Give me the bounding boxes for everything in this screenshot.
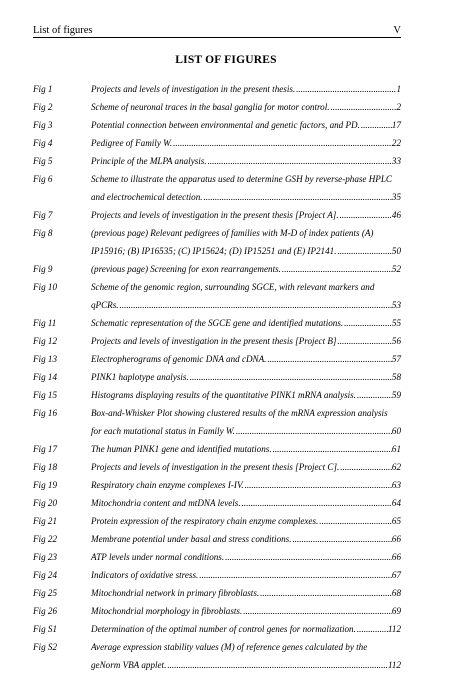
- dot-leader: [356, 620, 388, 638]
- figure-entry-body: [91, 116, 401, 134]
- figure-page-number[interactable]: 52: [391, 264, 401, 274]
- dot-leader: [259, 584, 392, 602]
- figure-entry[interactable]: [33, 368, 401, 386]
- figure-entry[interactable]: [33, 278, 401, 314]
- dot-leader: [203, 188, 392, 206]
- figure-caption-line: [91, 656, 401, 674]
- figure-caption-text: Potential connection between environmental and genetic factors, and PD.: [91, 120, 360, 130]
- dot-leader: [119, 296, 392, 314]
- figure-entry[interactable]: [33, 566, 401, 584]
- figure-caption-text: Scheme to illustrate the apparatus used to determine GSH by reverse-phase HPLC: [91, 174, 392, 184]
- figure-number: Fig 2: [33, 102, 53, 112]
- figure-number: Fig 26: [33, 606, 57, 616]
- figure-caption-text: Mitochondria content and mtDNA levels.: [91, 498, 241, 508]
- figure-page-number[interactable]: 112: [388, 660, 401, 670]
- dot-leader: [241, 494, 392, 512]
- dot-leader: [281, 260, 392, 278]
- figure-page-number[interactable]: 64: [391, 498, 401, 508]
- figure-caption-line: [91, 512, 401, 530]
- figure-page-number[interactable]: 53: [391, 300, 401, 310]
- figure-page-number[interactable]: 17: [391, 120, 401, 130]
- figure-page-number[interactable]: 63: [391, 480, 401, 490]
- figure-number: Fig 15: [33, 390, 57, 400]
- dot-leader: [272, 440, 392, 458]
- figure-entry-body: [91, 368, 401, 386]
- figure-caption-text: qPCRs.: [91, 300, 119, 310]
- figure-number: Fig S1: [33, 624, 57, 634]
- figure-caption-text: PINK1 haplotype analysis.: [91, 372, 189, 382]
- figure-number: Fig 14: [33, 372, 57, 382]
- figure-caption-text: Box-and-Whisker Plot showing clustered results of the mRNA expression analysis: [91, 408, 388, 418]
- figure-entry-body: [91, 134, 401, 152]
- figure-entry-body: [91, 476, 401, 494]
- figure-page-number[interactable]: 22: [391, 138, 401, 148]
- dot-leader: [244, 476, 392, 494]
- dot-leader: [242, 602, 392, 620]
- figure-entry[interactable]: [33, 314, 401, 332]
- figure-page-number[interactable]: 2: [396, 102, 401, 112]
- figure-caption-text: Average expression stability values (M) of reference genes calculated by the: [91, 642, 368, 652]
- figure-page-number[interactable]: 62: [391, 462, 401, 472]
- figure-caption-text: for each mutational status in Family W.: [91, 426, 235, 436]
- dot-leader: [360, 116, 392, 134]
- figure-caption-line: [91, 422, 401, 440]
- figure-entry-body: [91, 512, 401, 530]
- figure-entry-body: [91, 584, 401, 602]
- dot-leader: [235, 422, 392, 440]
- figure-entry-body: [91, 206, 401, 224]
- figure-caption-text: Scheme of neuronal traces in the basal ganglia for motor control.: [91, 102, 330, 112]
- figure-caption-line: [91, 278, 401, 296]
- figure-number: Fig 19: [33, 480, 57, 490]
- figure-entry-body: [91, 386, 401, 404]
- figure-page-number[interactable]: 56: [391, 336, 401, 346]
- figure-page-number[interactable]: 60: [391, 426, 401, 436]
- figure-caption-line: [91, 152, 401, 170]
- figure-entry[interactable]: [33, 134, 401, 152]
- figure-entry[interactable]: [33, 332, 401, 350]
- figure-entry-body: [91, 530, 401, 548]
- figure-number: Fig 21: [33, 516, 57, 526]
- figure-caption-line: [91, 224, 401, 242]
- figure-caption-text: and electrochemical detection.: [91, 192, 203, 202]
- figure-entry[interactable]: [33, 386, 401, 404]
- figure-caption-text: IP15916; (B) IP16535; (C) IP15624; (D) IP15251 and (E) IP2141.: [91, 246, 337, 256]
- figure-caption-line: [91, 566, 401, 584]
- figure-entry-body: [91, 494, 401, 512]
- figure-caption-line: [91, 296, 401, 314]
- figure-caption-line: [91, 638, 401, 656]
- figure-entry-body: [91, 224, 401, 260]
- figure-number: Fig 20: [33, 498, 57, 508]
- figure-page-number[interactable]: 68: [391, 588, 401, 598]
- figure-page-number[interactable]: 55: [391, 318, 401, 328]
- figure-entry-body: [91, 350, 401, 368]
- dot-leader: [337, 332, 392, 350]
- figure-list: [33, 80, 401, 674]
- figure-caption-text: Projects and levels of investigation in the present thesis.: [91, 84, 296, 94]
- figure-caption-line: [91, 80, 401, 98]
- figure-entry[interactable]: [33, 170, 401, 206]
- figure-page-number[interactable]: 67: [391, 570, 401, 580]
- dot-leader: [343, 314, 392, 332]
- figure-entry[interactable]: [33, 224, 401, 260]
- figure-entry[interactable]: [33, 206, 401, 224]
- figure-page-number[interactable]: 69: [391, 606, 401, 616]
- figure-caption-line: [91, 134, 401, 152]
- figure-entry[interactable]: [33, 494, 401, 512]
- dot-leader: [291, 530, 391, 548]
- figure-entry-body: [91, 278, 401, 314]
- figure-page-number[interactable]: 50: [391, 246, 401, 256]
- figure-entry-body: [91, 332, 401, 350]
- figure-page-number[interactable]: 1: [396, 84, 401, 94]
- figure-caption-text: Mitochondrial network in primary fibroblasts.: [91, 588, 260, 598]
- figure-page-number[interactable]: 66: [391, 552, 401, 562]
- dot-leader: [189, 368, 392, 386]
- figure-caption-line: [91, 602, 401, 620]
- figure-caption-line: [91, 368, 401, 386]
- figure-caption-text: Protein expression of the respiratory chain enzyme complexes.: [91, 516, 319, 526]
- dot-leader: [330, 98, 397, 116]
- figure-caption-text: (previous page) Relevant pedigrees of families with M-D of index patients (A): [91, 228, 374, 238]
- figure-number: Fig 16: [33, 408, 57, 418]
- figure-caption-line: [91, 494, 401, 512]
- figure-caption-text: geNorm VBA applet.: [91, 660, 167, 670]
- figure-caption-line: [91, 404, 401, 422]
- figure-entry-body: [91, 638, 401, 674]
- dot-leader: [295, 80, 396, 98]
- figure-number: Fig 5: [33, 156, 53, 166]
- figure-page-number[interactable]: 59: [391, 390, 401, 400]
- figure-caption-line: [91, 242, 401, 260]
- figure-caption-line: [91, 188, 401, 206]
- figure-number: Fig 24: [33, 570, 57, 580]
- dot-leader: [172, 134, 392, 152]
- figure-entry-body: [91, 620, 401, 638]
- figure-caption-text: (previous page) Screening for exon rearrangements.: [91, 264, 281, 274]
- figure-entry[interactable]: [33, 80, 401, 98]
- figure-entry[interactable]: [33, 458, 401, 476]
- figure-entry-body: [91, 602, 401, 620]
- figure-page-number[interactable]: 58: [391, 372, 401, 382]
- figure-number: Fig 11: [33, 318, 57, 328]
- figure-entry-body: [91, 260, 401, 278]
- figure-number: Fig 18: [33, 462, 57, 472]
- figure-caption-text: Membrane potential under basal and stress conditions.: [91, 534, 292, 544]
- figure-number: Fig 12: [33, 336, 57, 346]
- dot-leader: [207, 152, 392, 170]
- figure-caption-line: [91, 350, 401, 368]
- page-title: LIST OF FIGURES: [175, 54, 277, 66]
- figure-entry[interactable]: [33, 476, 401, 494]
- figure-number: Fig 1: [33, 84, 53, 94]
- dot-leader: [198, 566, 392, 584]
- figure-caption-text: Schematic representation of the SGCE gene and identified mutations.: [91, 318, 344, 328]
- figure-caption-line: [91, 548, 401, 566]
- running-header: [33, 23, 401, 38]
- figure-caption-line: [91, 314, 401, 332]
- figure-entry-body: [91, 80, 401, 98]
- figure-entry-body: [91, 314, 401, 332]
- dot-leader: [166, 656, 388, 674]
- dot-leader: [356, 386, 392, 404]
- figure-entry[interactable]: [33, 584, 401, 602]
- figure-caption-text: Principle of the MLPA analysis.: [91, 156, 207, 166]
- figure-caption-line: [91, 530, 401, 548]
- dot-leader: [318, 512, 392, 530]
- figure-caption-text: The human PINK1 gene and identified mutations.: [91, 444, 272, 454]
- dot-leader: [336, 242, 391, 260]
- figure-entry-body: [91, 404, 401, 440]
- figure-caption-line: [91, 98, 401, 116]
- figure-entry-body: [91, 152, 401, 170]
- header-page-number: V: [393, 25, 401, 36]
- dot-leader: [339, 458, 392, 476]
- figure-caption-text: Projects and levels of investigation in the present thesis [Project B]: [91, 336, 337, 346]
- figure-caption-text: ATP levels under normal conditions.: [91, 552, 225, 562]
- dot-leader: [266, 350, 391, 368]
- figure-caption-text: Mitochondrial morphology in fibroblasts.: [91, 606, 243, 616]
- figure-number: Fig S2: [33, 642, 57, 652]
- figure-entry-body: [91, 440, 401, 458]
- figure-page-number[interactable]: 65: [391, 516, 401, 526]
- figure-entry[interactable]: [33, 548, 401, 566]
- figure-page-number[interactable]: 46: [391, 210, 401, 220]
- figure-entry[interactable]: [33, 116, 401, 134]
- figure-caption-text: Determination of the optimal number of control genes for normalization.: [91, 624, 356, 634]
- figure-entry-body: [91, 98, 401, 116]
- figure-page-number[interactable]: 35: [391, 192, 401, 202]
- figure-caption-line: [91, 458, 401, 476]
- figure-number: Fig 13: [33, 354, 57, 364]
- figure-number: Fig 25: [33, 588, 57, 598]
- figure-caption-text: Pedigree of Family W.: [91, 138, 173, 148]
- figure-number: Fig 10: [33, 282, 57, 292]
- figure-page-number[interactable]: 33: [391, 156, 401, 166]
- figure-caption-line: [91, 170, 401, 188]
- header-section-title: List of figures: [33, 25, 93, 36]
- figure-entry[interactable]: [33, 512, 401, 530]
- dot-leader: [224, 548, 392, 566]
- figure-caption-text: Scheme of the genomic region, surrounding SGCE, with relevant markers and: [91, 282, 375, 292]
- figure-page-number[interactable]: 66: [391, 534, 401, 544]
- figure-caption-line: [91, 332, 401, 350]
- figure-entry-body: [91, 548, 401, 566]
- figure-entry[interactable]: [33, 440, 401, 458]
- figure-number: Fig 22: [33, 534, 57, 544]
- figure-number: Fig 7: [33, 210, 53, 220]
- figure-entry[interactable]: [33, 98, 401, 116]
- figure-caption-text: Respiratory chain enzyme complexes I-IV.: [91, 480, 244, 490]
- figure-number: Fig 17: [33, 444, 57, 454]
- figure-page-number[interactable]: 112: [388, 624, 401, 634]
- figure-entry-body: [91, 566, 401, 584]
- dot-leader: [339, 206, 392, 224]
- figure-entry[interactable]: [33, 404, 401, 440]
- figure-number: Fig 23: [33, 552, 57, 562]
- figure-caption-line: [91, 476, 401, 494]
- figure-entry[interactable]: [33, 152, 401, 170]
- figure-caption-line: [91, 584, 401, 602]
- figure-number: Fig 3: [33, 120, 53, 130]
- figure-page-number[interactable]: 61: [391, 444, 401, 454]
- figure-entry[interactable]: [33, 350, 401, 368]
- figure-number: Fig 9: [33, 264, 53, 274]
- figure-entry-body: [91, 458, 401, 476]
- figure-caption-line: [91, 260, 401, 278]
- figure-number: Fig 4: [33, 138, 53, 148]
- figure-caption-text: Histograms displaying results of the quantitative PINK1 mRNA analysis.: [91, 390, 356, 400]
- figure-entry[interactable]: [33, 638, 401, 674]
- figure-caption-line: [91, 206, 401, 224]
- figure-entry[interactable]: [33, 530, 401, 548]
- figure-caption-line: [91, 440, 401, 458]
- figure-entry[interactable]: [33, 602, 401, 620]
- figure-caption-line: [91, 386, 401, 404]
- figure-number: Fig 8: [33, 228, 53, 238]
- figure-caption-text: Indicators of oxidative stress.: [91, 570, 199, 580]
- figure-entry[interactable]: [33, 260, 401, 278]
- figure-caption-text: Electropherograms of genomic DNA and cDNA.: [91, 354, 267, 364]
- figure-caption-line: [91, 116, 401, 134]
- figure-caption-text: Projects and levels of investigation in the present thesis [Project A].: [91, 210, 339, 220]
- figure-entry[interactable]: [33, 620, 401, 638]
- figure-caption-text: Projects and levels of investigation in the present thesis [Project C].: [91, 462, 340, 472]
- figure-page-number[interactable]: 57: [391, 354, 401, 364]
- figure-entry-body: [91, 170, 401, 206]
- figure-caption-line: [91, 620, 401, 638]
- figure-number: Fig 6: [33, 174, 53, 184]
